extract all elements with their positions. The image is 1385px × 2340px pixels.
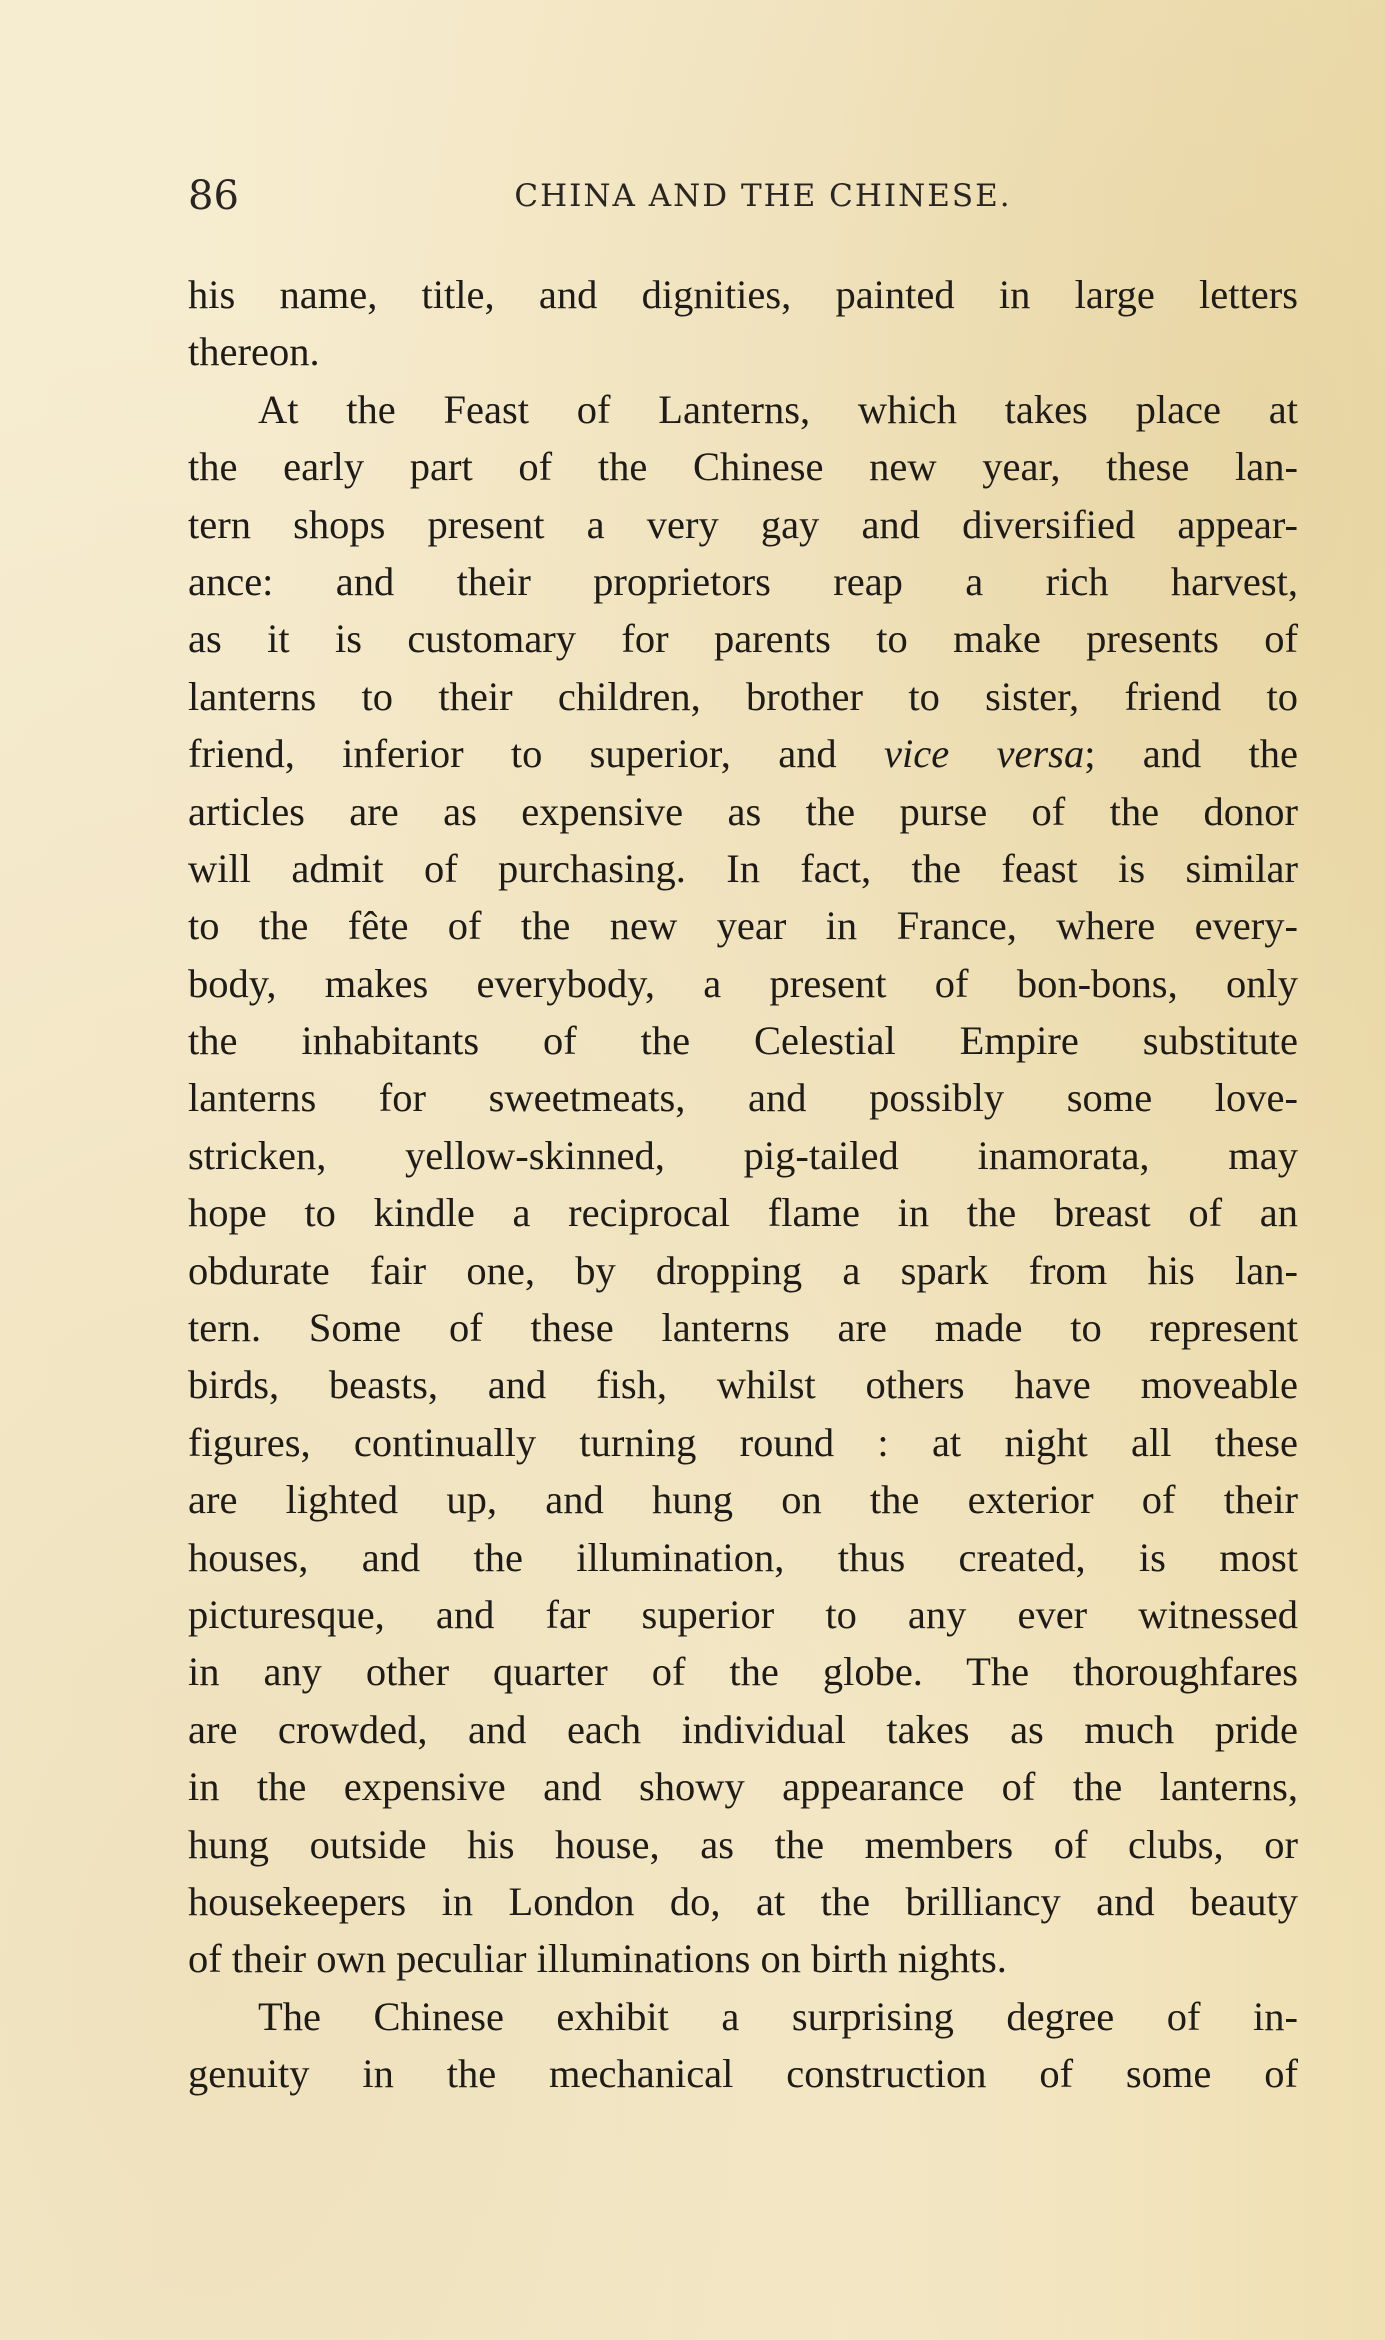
text-line: to the fête of the new year in France, where every- <box>188 903 1298 949</box>
text-line: picturesque, and far superior to any ever witnessed <box>188 1591 1298 1637</box>
text-line: in any other quarter of the globe. The thoroughfares <box>188 1649 1298 1695</box>
text-line: figures, continually turning round : at night all these <box>188 1419 1298 1465</box>
text-line: genuity in the mechanical construction of some of <box>188 2051 1298 2097</box>
text-line: are crowded, and each individual takes as much pride <box>188 1706 1298 1752</box>
text-line: housekeepers in London do, at the brilliancy and beauty <box>188 1878 1298 1924</box>
text-line: of their own peculiar illuminations on birth nights. <box>188 1936 1007 1982</box>
text-line: lanterns for sweetmeats, and possibly some love- <box>188 1075 1298 1121</box>
text-line: in the expensive and showy appearance of the lanterns, <box>188 1764 1298 1810</box>
text-line: hung outside his house, as the members of clubs, or <box>188 1821 1298 1867</box>
text-line: the early part of the Chinese new year, these lan- <box>188 444 1298 490</box>
text-line: obdurate fair one, by dropping a spark from his lan- <box>188 1247 1298 1293</box>
text-line: as it is customary for parents to make presents of <box>188 616 1298 662</box>
text-line: hope to kindle a reciprocal flame in the breast of an <box>188 1190 1298 1236</box>
text-line: The Chinese exhibit a surprising degree of in- <box>258 1993 1298 2039</box>
body-text <box>188 266 1298 2103</box>
text-line: lanterns to their children, brother to sister, friend to <box>188 673 1298 719</box>
text-line: tern. Some of these lanterns are made to represent <box>188 1305 1298 1351</box>
text-line: At the Feast of Lanterns, which takes place at <box>258 386 1298 432</box>
text-line: stricken, yellow-skinned, pig-tailed inamorata, may <box>188 1132 1298 1178</box>
text-segment: friend, inferior to superior, and <box>188 731 837 777</box>
text-line: body, makes everybody, a present of bon-bons, only <box>188 960 1298 1006</box>
text-segment: ; and the <box>1084 731 1299 777</box>
text-line: ance: and their proprietors reap a rich harvest, <box>188 558 1298 604</box>
text-line: the inhabitants of the Celestial Empire substitute <box>188 1018 1298 1064</box>
text-line: thereon. <box>188 329 320 375</box>
text-line: houses, and the illumination, thus created, is most <box>188 1534 1298 1580</box>
text-line: are lighted up, and hung on the exterior of their <box>188 1477 1298 1523</box>
running-title: CHINA AND THE CHINESE. <box>514 178 1012 214</box>
text-line: articles are as expensive as the purse of the donor <box>188 788 1298 834</box>
text-line: birds, beasts, and fish, whilst others have moveable <box>188 1362 1298 1408</box>
text-line: will admit of purchasing. In fact, the feast is similar <box>188 845 1298 891</box>
text-line: tern shops present a very gay and diversified appear- <box>188 501 1298 547</box>
italic-phrase: vice versa <box>883 731 1085 777</box>
text-line-with-italic <box>188 725 1298 782</box>
page-number: 86 <box>188 173 239 219</box>
text-line: his name, title, and dignities, painted in large letters <box>188 272 1298 317</box>
page-header <box>188 170 1298 230</box>
